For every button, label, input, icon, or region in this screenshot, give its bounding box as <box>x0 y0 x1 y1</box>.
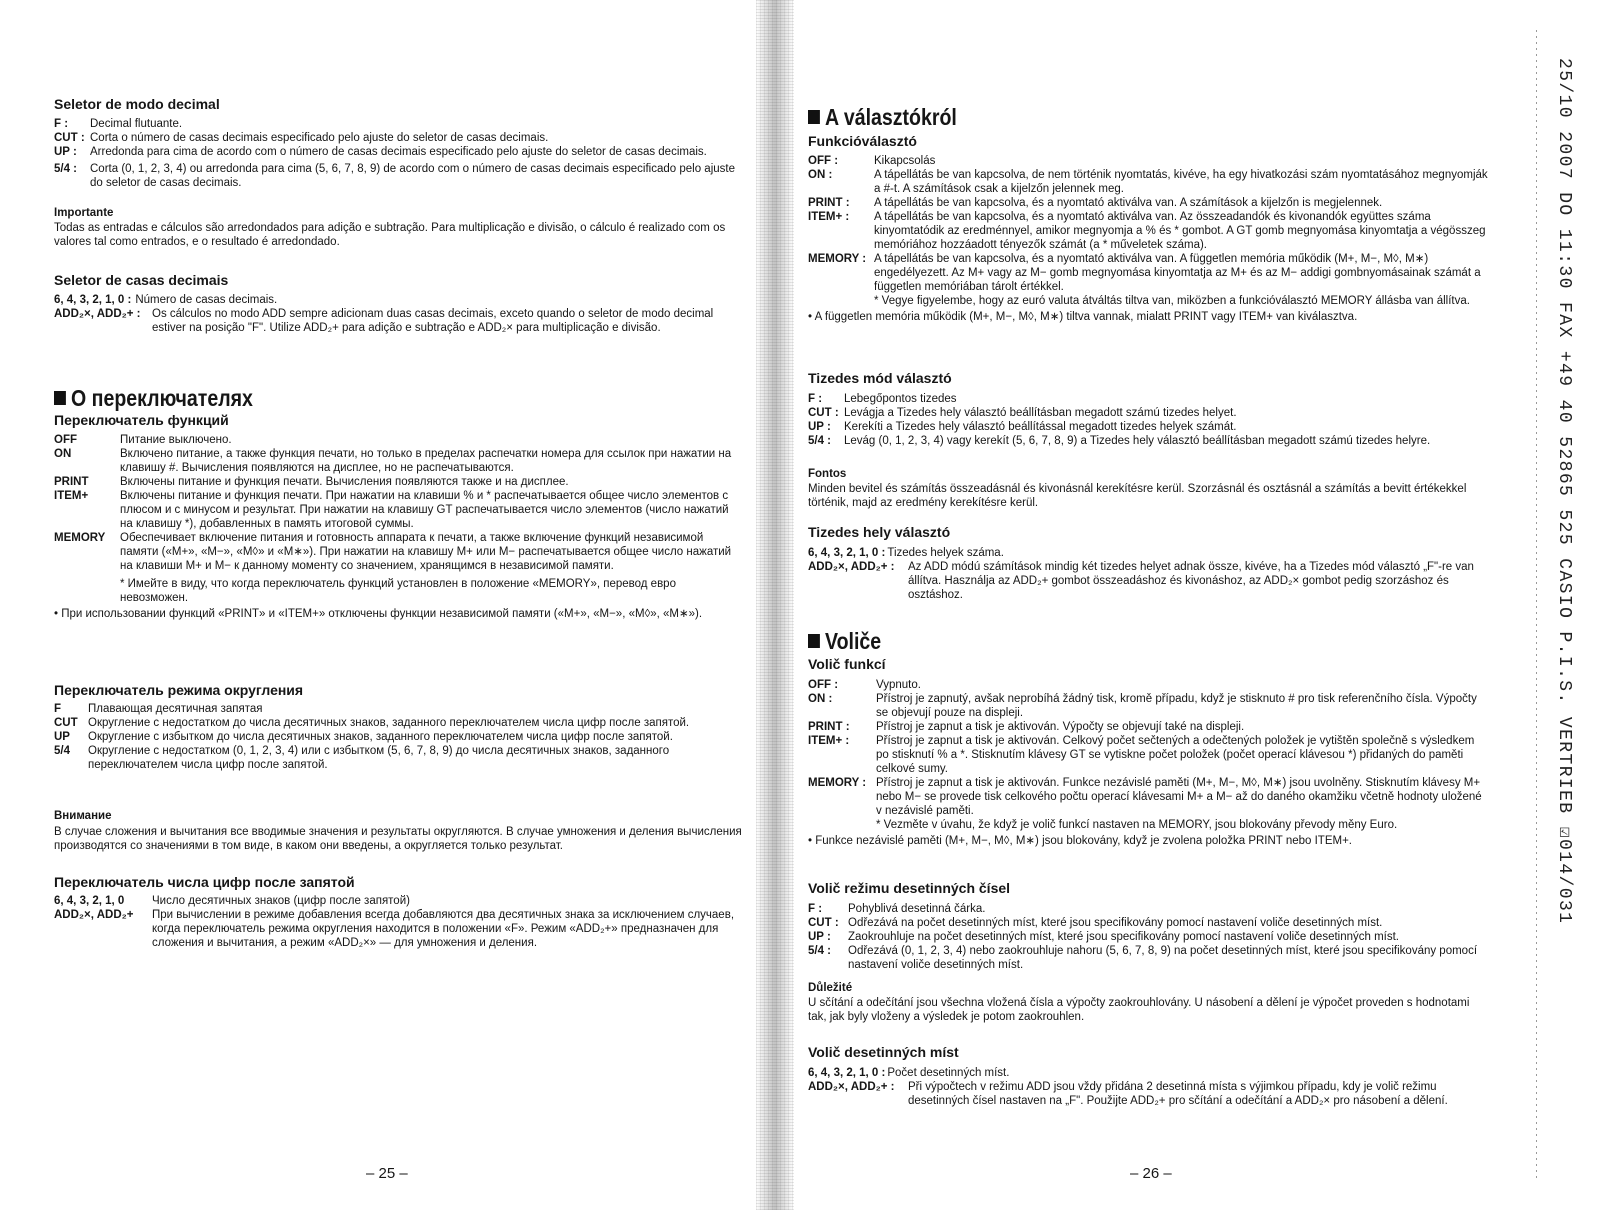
list-item: CUT Округление с недостатком до числа десятичных знаков, заданного переключателем числа цифр после запятой. <box>54 717 690 729</box>
pt-decimal-places-list <box>54 293 744 335</box>
list-item: 5/4 : Odřezává (0, 1, 2, 3, 4) nebo zaokrouhluje nahoru (5, 6, 7, 8, 9) na počet desetinných míst, které jsou specifikovány pomocí nastavení voliče desetinných míst. <box>808 945 1478 971</box>
list-item: OFF Питание выключено. <box>54 434 232 446</box>
note-text: Minden bevitel és számítás összeadásnál és kivonásnál kerekítésre kerül. Szorzásnál és osztásnál a számítás a bevitt értékekkel történik, majd az eredmény kerekítésre kerül. <box>808 483 1467 509</box>
list-item: PRINT Включены питание и функция печати. Вычисления появляются также и на дисплее. <box>54 476 569 488</box>
list-item: CUT : Odřezává na počet desetinných míst, které jsou specifikovány pomocí nastavení voliče desetinných míst. <box>808 917 1383 929</box>
square-bullet-icon <box>808 634 820 648</box>
section-title-hu-function: Funkcióválasztó <box>808 133 917 149</box>
ru-function-list <box>54 433 744 621</box>
bullet-note: • Funkce nezávislé paměti (M+, M−, M◊, M∗) jsou blokovány, když je zvolena položka PRINT nebo ITEM+. <box>808 835 1352 847</box>
section-heading-hu: A választókról <box>808 104 957 131</box>
list-item: ITEM+ : A tápellátás be van kapcsolva, és a nyomtató aktiválva van. Az összeadandók és kivonandók együttes száma kinyomtatódik az eredménnyel, amikor megnyomja a % és * gombot. A GT gomb megnyomása kinyomtatja a végösszeg memóriához hozzáadott tényezők számát (a * műveletek száma). <box>808 211 1486 251</box>
note-title: Внимание <box>54 810 112 822</box>
list-item: UP : Arredonda para cima de acordo com o número de casas decimais especificado pelo ajuste do seletor de casas decimais. <box>54 146 707 158</box>
note-title: Důležité <box>808 982 853 994</box>
list-item: MEMORY Обеспечивает включение питания и готовность аппарата к печати, а также включение функций независимой памяти («M+», «M−», «M◊» и «M∗»). При нажатии на клавишу M+ или M− распечатывается общее число нажатий на клавиши M+ и M− к данному моменту со значением, хранящимся в независимой памяти. <box>54 532 732 572</box>
list-item: PRINT : Přístroj je zapnut a tisk je aktivován. Výpočty se objevují také na displeji. <box>808 721 1245 733</box>
list-item: OFF : Vypnuto. <box>808 679 921 691</box>
hu-function-list <box>808 154 1488 324</box>
ru-rounding-list <box>54 702 744 772</box>
list-item: OFF : Kikapcsolás <box>808 155 936 167</box>
note-title: Importante <box>54 207 114 219</box>
scan-edge-line <box>1536 30 1537 1180</box>
cz-decimal-mode-list <box>808 902 1488 972</box>
star-note: * Vegye figyelembe, hogy az euró valuta átváltás tiltva van, miközben a funkcióválasztó MEMORY állásba van állítva. <box>874 295 1470 307</box>
section-title-ru-rounding: Переключатель режима округления <box>54 682 304 698</box>
ru-digits-list <box>54 894 744 950</box>
binding-gutter <box>756 0 794 1210</box>
section-heading-ru: О переключателях <box>54 385 253 412</box>
list-item: CUT : Corta o número de casas decimais especificado pelo ajuste do seletor de casas decimais. <box>54 132 549 144</box>
list-item: ADD₂×, ADD₂+ : Os cálculos no modo ADD sempre adicionam duas casas decimais, exceto quando o seletor de modo decimal estiver na posição "F". Utilize ADD₂+ para adição e subtração e ADD₂× para multiplicação e divisão. <box>54 308 714 334</box>
section-title-hu-decimal-mode: Tizedes mód választó <box>808 370 952 386</box>
list-item: ON Включено питание, а также функция печати, но только в пределах распечатки номера для ссылок при нажатии на клавишу #. Вычисления появляются на дисплее, но не распечатываются. <box>54 448 732 474</box>
list-item: UP Округление с избытком до числа десятичных знаков, заданного переключателем числа цифр после запятой. <box>54 731 673 743</box>
note-text: Todas as entradas e cálculos são arredondados para adição e subtração. Para multiplicação e divisão, o cálculo é realizado com os valores tal como entrados, e o resultado é arredondado. <box>54 222 726 248</box>
list-item: 6, 4, 3, 2, 1, 0 : Počet desetinných míst. <box>808 1067 1010 1079</box>
star-note: * Имейте в виду, что когда переключатель функций установлен в положение «MEMORY», перевод евро невозможен. <box>120 578 676 604</box>
note-text: В случае сложения и вычитания все вводимые значения и результаты округляются. В случае умножения и деления вычисления производятся со значениями в том виде, в каком они введены, а округляется только результат. <box>54 826 742 852</box>
section-title-ru-digits: Переключатель числа цифр после запятой <box>54 874 355 890</box>
pt-decimal-mode-list <box>54 117 744 190</box>
list-item: ADD₂×, ADD₂+ : Az ADD módú számítások mindig két tizedes helyet adnak össze, kivéve, ha a Tizedes mód választó „F"-re van állítva. Használja az ADD₂+ gombot összeadáshoz és kivonáshoz, az ADD₂× gombot pedig szorzáshoz és osztáshoz. <box>808 561 1474 601</box>
list-item: 6, 4, 3, 2, 1, 0 Число десятичных знаков (цифр после запятой) <box>54 895 410 907</box>
list-item: ON : A tápellátás be van kapcsolva, de nem történik nyomtatás, kivéve, ha egy hivatkozási szám nyomtatásához megnyomják a #-t. A számítások csak a kijelzőn jelennek meg. <box>808 169 1488 195</box>
list-item: F : Decimal flutuante. <box>54 118 183 130</box>
page-number: – 25 – <box>366 1165 408 1182</box>
list-item: 5/4 Округление с недостатком (0, 1, 2, 3, 4) или с избытком (5, 6, 7, 8, 9) до числа десятичных знаков, заданного переключателем числа цифр после запятой. <box>54 745 670 771</box>
star-note: * Vezměte v úvahu, že když je volič funkcí nastaven na MEMORY, jsou blokovány převody měny Euro. <box>876 819 1398 831</box>
section-title-ru-function: Переключатель функций <box>54 412 229 428</box>
bullet-note: • При использовании функций «PRINT» и «ITEM+» отключены функции независимой памяти («M+», «M−», «M◊», «M∗»). <box>54 608 703 620</box>
fax-header-text: 25/10 2007 DO 11:30 FAX +49 40 52865 525 CASIO P.I.S. VERTRIEB ☑014/031 <box>1554 58 1574 925</box>
hu-decimal-places-list <box>808 546 1488 602</box>
list-item: UP : Zaokrouhluje na počet desetinných míst, které jsou specifikovány pomocí nastavení voliče desetinných míst. <box>808 931 1400 943</box>
section-title-hu-decimal-places: Tizedes hely választó <box>808 524 951 540</box>
note-text: U sčítání a odečítání jsou všechna vložená čísla a výpočty zaokrouhlovány. U násobení a dělení je výpočet proveden s hodnotami tak, jak byly vloženy a výsledek je potom zaokrouhlen. <box>808 997 1470 1023</box>
list-item: MEMORY : A tápellátás be van kapcsolva, és a nyomtató aktiválva van. A független memória működik (M+, M−, M◊, M∗) engedélyezett. Az M+ vagy az M− gomb megnyomása kinyomtatja az M+ és az M− addigi gombnyomásainak számát a független memóriában tárolt értékkel. <box>808 253 1481 293</box>
list-item: 5/4 : Corta (0, 1, 2, 3, 4) ou arredonda para cima (5, 6, 7, 8, 9) de acordo com o número de casas decimais especificado pelo ajuste do seletor de casas decimais. <box>54 163 735 189</box>
list-item: 6, 4, 3, 2, 1, 0 : Tizedes helyek száma. <box>808 547 1004 559</box>
hu-decimal-mode-list <box>808 392 1488 448</box>
list-item: ADD₂×, ADD₂+ : Při výpočtech v režimu ADD jsou vždy přidána 2 desetinná místa s výjimkou případu, kdy je volič režimu desetinných čísel nastaven na „F". Použijte ADD₂+ pro sčítání a odečítání a ADD₂× pro násobení a dělení. <box>808 1081 1448 1107</box>
fax-header-strip <box>1550 58 1580 1168</box>
list-item: ADD₂×, ADD₂+ При вычислении в режиме добавления всегда добавляются два десятичных знака за исключением случаев, когда переключатель режима округления находится в положении «F». Режим «ADD₂+» предназначен для сложения и вычитания, а режим «ADD₂×» — для умножения и деления. <box>54 909 735 949</box>
bullet-note: • A független memória működik (M+, M−, M◊, M∗) tiltva vannak, mialatt PRINT vagy ITEM+ van kiválasztva. <box>808 311 1358 323</box>
list-item: ITEM+ : Přístroj je zapnut a tisk je aktivován. Celkový počet sečtených a odečtených položek je vytištěn společně s výsledkem po stisknutí % a *. Stisknutím klávesy GT se vytiskne počet položek (počet operací klávesou *) přidaných do paměti celkové sumy. <box>808 735 1475 775</box>
section-title-cz-decimal-mode: Volič režimu desetinných čísel <box>808 880 1011 896</box>
list-item: F : Lebegőpontos tizedes <box>808 393 957 405</box>
cz-decimal-places-list <box>808 1066 1488 1108</box>
section-title-cz-decimal-places: Volič desetinných míst <box>808 1044 959 1060</box>
list-item: UP : Kerekíti a Tizedes hely választó beállítással megadott tizedes helyek számát. <box>808 421 1237 433</box>
list-item: ON : Přístroj je zapnutý, avšak neprobíhá žádný tisk, kromě případu, když je stisknuto # pro tisk referenčního čísla. Výpočty se objevují pouze na displeji. <box>808 693 1477 719</box>
section-title-pt-decimal-mode: Seletor de modo decimal <box>54 96 220 112</box>
list-item: F Плавающая десятичная запятая <box>54 703 263 715</box>
list-item: 5/4 : Levág (0, 1, 2, 3, 4) vagy kerekít (5, 6, 7, 8, 9) a Tizedes hely választó beállításban megadott számú tizedes helyre. <box>808 435 1431 447</box>
list-item: PRINT : A tápellátás be van kapcsolva, és a nyomtató aktiválva van. A számítások a kijelzőn is megjelennek. <box>808 197 1383 209</box>
section-heading-cz: Voliče <box>808 628 881 655</box>
note-title: Fontos <box>808 468 847 480</box>
list-item: MEMORY : Přístroj je zapnut a tisk je aktivován. Funkce nezávislé paměti (M+, M−, M◊, M∗) jsou uvolněny. Stisknutím klávesy M+ nebo M− se provede tisk celkového počtu operací klávesami M+ a M− až do daného okamžiku včetně hodnoty uložené v nezávislé paměti. <box>808 777 1482 817</box>
section-title-pt-decimal-places: Seletor de casas decimais <box>54 272 229 288</box>
list-item: ITEM+ Включены питание и функция печати. При нажатии на клавиши % и * распечатывается общее число элементов с плюсом и с минусом и результат. При нажатии на клавишу GT распечатывается число элементов (число нажатий на клавишу *), добавленных в память итоговой суммы. <box>54 490 729 530</box>
list-item: CUT : Levágja a Tizedes hely választó beállításban megadott számú tizedes helyet. <box>808 407 1237 419</box>
list-item: 6, 4, 3, 2, 1, 0 : Número de casas decimais. <box>54 294 278 306</box>
cz-function-list <box>808 678 1488 848</box>
square-bullet-icon <box>54 391 66 405</box>
section-title-cz-function: Volič funkcí <box>808 656 886 672</box>
square-bullet-icon <box>808 110 820 124</box>
list-item: F : Pohyblivá desetinná čárka. <box>808 903 986 915</box>
page-number: – 26 – <box>1130 1165 1172 1182</box>
